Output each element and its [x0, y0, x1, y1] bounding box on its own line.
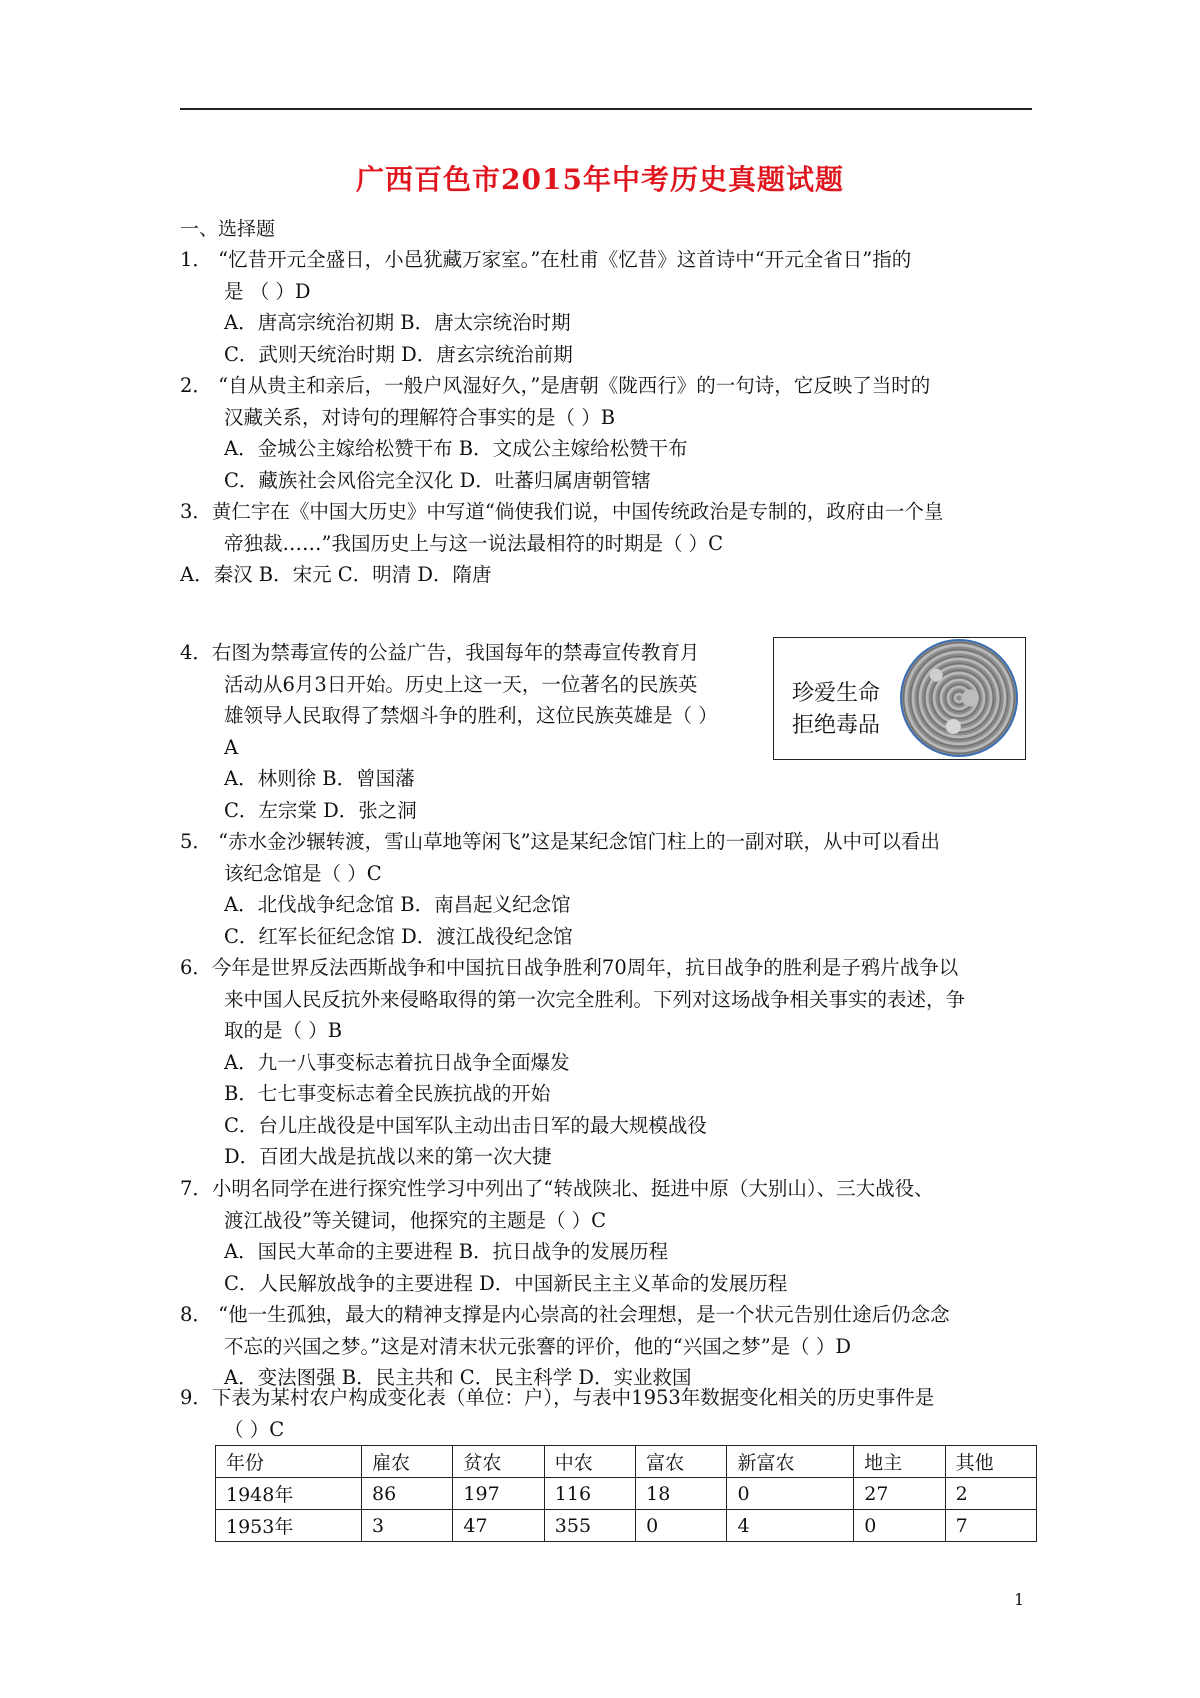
- table-header-cell: 地主: [854, 1446, 945, 1478]
- table-cell: 4: [727, 1510, 854, 1542]
- question-5: [180, 826, 1030, 952]
- question-8-line-2: 不忘的兴国之梦。”这是对清末状元张謇的评价，他的“兴国之梦”是（ ）D: [224, 1334, 851, 1358]
- question-6-option-c: C．台儿庄战役是中国军队主动出击日军的最大规模战役: [224, 1113, 707, 1137]
- table-row: [216, 1510, 1037, 1542]
- question-5-line-2: 该纪念馆是（ ）C: [224, 861, 382, 885]
- question-1-options-ab: A．唐高宗统治初期 B．唐太宗统治时期: [224, 311, 571, 334]
- table-cell: 3: [362, 1510, 453, 1542]
- table-cell: 197: [453, 1478, 544, 1510]
- farm-household-table: [215, 1445, 1037, 1542]
- question-6-line-3: 取的是（ ）B: [224, 1019, 343, 1042]
- table-cell: 0: [727, 1478, 854, 1510]
- question-8-line-1: 8． “他一生孤独，最大的精神支撑是内心崇高的社会理想，是一个状元告别仕途后仍念念: [180, 1303, 950, 1326]
- table-header-cell: 年份: [216, 1446, 362, 1478]
- table-cell: 1948年: [216, 1478, 362, 1510]
- table-header-cell: 富农: [636, 1446, 727, 1478]
- table-cell: 18: [636, 1478, 727, 1510]
- question-5-options-ab: A．北伐战争纪念馆 B．南昌起义纪念馆: [224, 893, 571, 916]
- question-2: [180, 370, 1030, 496]
- question-6-line-1: 6．今年是世界反法西斯战争和中国抗日战争胜利70周年，抗日战争的胜利是子鸦片战争以: [180, 956, 959, 979]
- question-4-line-1: 4．右图为禁毒宣传的公益广告，我国每年的禁毒宣传教育月: [180, 641, 700, 664]
- question-2-options-cd: C．藏族社会风俗完全汉化 D．吐蕃归属唐朝管辖: [224, 468, 651, 492]
- table-cell: 86: [362, 1478, 453, 1510]
- question-1-line-2: 是 （ ）D: [224, 279, 311, 303]
- table-cell: 2: [945, 1478, 1036, 1510]
- question-7-options-cd: C．人民解放战争的主要进程 D．中国新民主主义革命的发展历程: [224, 1271, 788, 1295]
- table-cell: 355: [544, 1510, 635, 1542]
- table-cell: 0: [636, 1510, 727, 1542]
- table-cell: 7: [945, 1510, 1036, 1542]
- question-2-line-1: 2． “自从贵主和亲后，一般户风湿好久，”是唐朝《陇西行》的一句诗，它反映了当时的: [180, 374, 931, 397]
- question-2-line-2: 汉藏关系，对诗句的理解符合事实的是（ ）B: [224, 405, 616, 429]
- page-number: 1: [1014, 1590, 1025, 1609]
- question-8-options: A．变法图强 B．民主共和 C．民主科学 D．实业救国: [224, 1366, 692, 1389]
- poster-photo: [900, 639, 1018, 757]
- question-3-line-1: 3．黄仁宇在《中国大历史》中写道“倘使我们说，中国传统政治是专制的，政府由一个皇: [180, 500, 944, 523]
- anti-drug-poster: [773, 637, 1026, 760]
- page-title: 广西百色市2015年中考历史真题试题: [356, 163, 844, 196]
- poster-slogan-line-2: 拒绝毒品: [792, 713, 881, 738]
- question-3: [180, 496, 1030, 591]
- question-9: [180, 1382, 1030, 1445]
- question-6-option-b: B．七七事变标志着全民族抗战的开始: [224, 1082, 551, 1105]
- question-4-line-3: 雄领导人民取得了禁烟斗争的胜利，这位民族英雄是（ ）: [224, 704, 718, 727]
- table-row: [216, 1478, 1037, 1510]
- table-header-cell: 其他: [945, 1446, 1036, 1478]
- question-6-option-d: D．百团大战是抗战以来的第一次大捷: [224, 1145, 552, 1168]
- question-4-options-cd: C．左宗棠 D．张之洞: [224, 798, 417, 822]
- question-4-options-ab: A．林则徐 B．曾国藩: [224, 767, 415, 790]
- question-4: [180, 637, 760, 826]
- question-4-line-4: A: [224, 735, 239, 759]
- question-6-option-a: A．九一八事变标志着抗日战争全面爆发: [224, 1050, 570, 1074]
- table-header-cell: 贫农: [453, 1446, 544, 1478]
- question-6-line-2: 来中国人民反抗外来侵略取得的第一次完全胜利。下列对这场战争相关事实的表述，争: [224, 987, 966, 1011]
- question-7-line-1: 7．小明名同学在进行探究性学习中列出了“转战陕北、挺进中原（大别山）、三大战役、: [180, 1177, 934, 1200]
- question-7-options-ab: A．国民大革命的主要进程 B．抗日战争的发展历程: [224, 1240, 669, 1263]
- question-1-line-1: 1． “忆昔开元全盛日，小邑犹藏万家室。”在杜甫《忆昔》这首诗中“开元全省日”指的: [180, 248, 912, 271]
- table-cell: 116: [544, 1478, 635, 1510]
- poster-slogan: [792, 678, 880, 742]
- question-1: [180, 244, 1030, 370]
- question-5-options-cd: C．红军长征纪念馆 D．渡江战役纪念馆: [224, 924, 573, 948]
- table-cell: 47: [453, 1510, 544, 1542]
- question-8: [180, 1299, 1030, 1394]
- question-7: [180, 1173, 1030, 1299]
- question-3-line-2: 帝独裁……”我国历史上与这一说法最相符的时期是（ ）C: [224, 531, 724, 555]
- table-cell: 27: [854, 1478, 945, 1510]
- question-3-options: A．秦汉 B．宋元 C．明清 D．隋唐: [180, 563, 492, 586]
- table-header-cell: 雇农: [362, 1446, 453, 1478]
- section-heading: 一、选择题: [180, 218, 276, 240]
- question-2-options-ab: A．金城公主嫁给松赞干布 B．文成公主嫁给松赞干布: [224, 437, 688, 460]
- table-header-cell: 中农: [544, 1446, 635, 1478]
- poster-slogan-line-1: 珍爱生命: [792, 681, 881, 706]
- question-9-line-2: （ ）C: [224, 1417, 285, 1441]
- question-9-line-1: 9．下表为某村农户构成变化表（单位：户），与表中1953年数据变化相关的历史事件是: [180, 1386, 935, 1409]
- table-cell: 1953年: [216, 1510, 362, 1542]
- table-header-row: [216, 1446, 1037, 1478]
- header-rule: [180, 108, 1032, 110]
- question-5-line-1: 5． “赤水金沙辗转渡，雪山草地等闲飞”这是某纪念馆门柱上的一副对联，从中可以看出: [180, 830, 941, 853]
- question-6: [180, 952, 1030, 1173]
- question-1-options-cd: C．武则天统治时期 D．唐玄宗统治前期: [224, 342, 573, 366]
- question-7-line-2: 渡江战役”等关键词，他探究的主题是（ ）C: [224, 1208, 607, 1232]
- table-header-cell: 新富农: [727, 1446, 854, 1478]
- question-4-line-2: 活动从6月3日开始。历史上这一天，一位著名的民族英: [224, 672, 698, 696]
- table-cell: 0: [854, 1510, 945, 1542]
